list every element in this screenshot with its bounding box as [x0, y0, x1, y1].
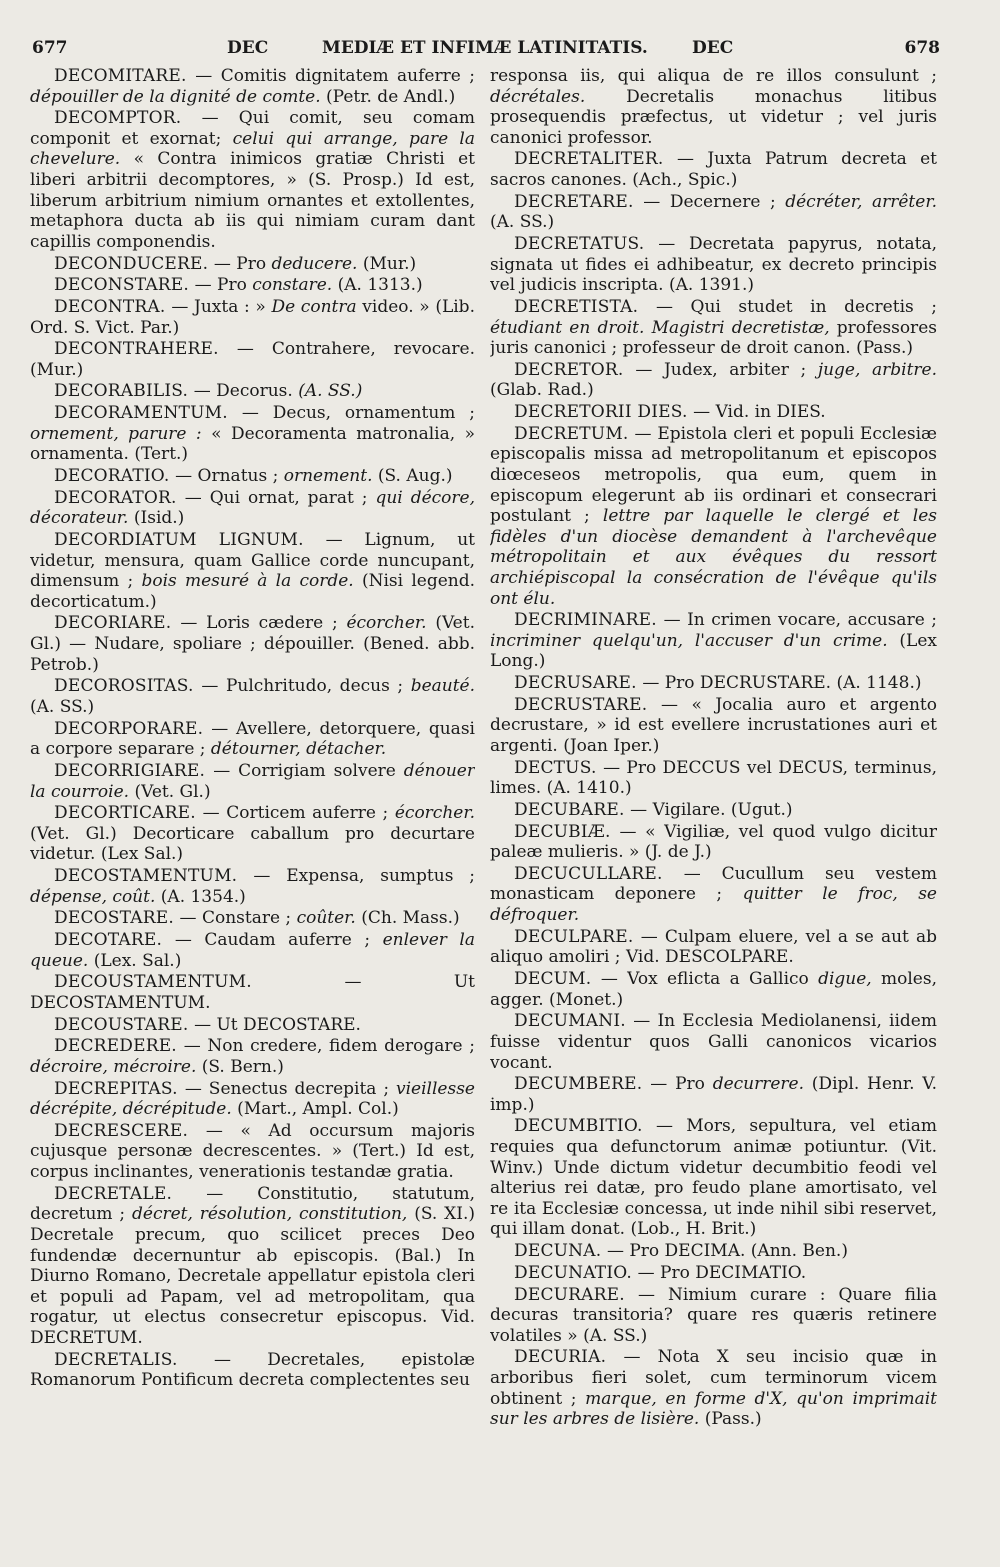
- french-gloss: quitter le froc, se défroquer.: [490, 884, 937, 926]
- headword: DECOSTAMENTUM.: [54, 866, 254, 887]
- french-gloss: détourner, détacher.: [210, 739, 387, 760]
- entry-tail: moles, agger. (Monet.): [490, 969, 937, 1010]
- dictionary-entry: [490, 1263, 937, 1284]
- dictionary-entry: [30, 1036, 475, 1077]
- headword: DECONTRAHERE.: [54, 339, 237, 360]
- definition-text: — Juxta : »: [171, 296, 272, 317]
- headword: DECONTRA.: [54, 296, 172, 317]
- dictionary-entry: [490, 927, 937, 968]
- entry-tail: (Isid.): [128, 508, 185, 529]
- definition-text: — Comitis dignitatem auferre ;: [195, 66, 475, 86]
- dictionary-entry: [490, 424, 937, 609]
- definition-text: — Decorus.: [193, 381, 299, 402]
- definition-text: — Epistola cleri et populi Ecclesiæ episcopalis missa ad metropolitanum et episcopos diœceseos metropolis, qua eum, quem in episcopum elegerunt ab iis ordinari et consecrari postulant ;: [490, 423, 937, 527]
- definition-text: — Corrigiam solvere: [213, 760, 404, 781]
- french-gloss: decurrere.: [712, 1074, 805, 1095]
- headword: DECRESCERE.: [54, 1120, 206, 1141]
- french-gloss: écorcher.: [394, 803, 475, 824]
- dictionary-entry: [490, 673, 937, 694]
- entry-tail: (Mart., Ampl. Col.): [231, 1099, 399, 1120]
- dictionary-entry: [30, 908, 475, 929]
- dictionary-entry: [490, 969, 937, 1010]
- french-gloss: dénouer la courroie.: [30, 760, 475, 802]
- headword: DECORDIATUM LIGNUM.: [54, 530, 326, 550]
- dictionary-entry: [30, 1350, 475, 1391]
- definition-text: — Pro DECCUS vel DECUS, terminus, limes. (A. 1410.): [490, 757, 937, 799]
- definition-text: responsa iis, qui aliqua de re illos consulunt ;: [490, 66, 937, 86]
- headword: DECRETOR.: [514, 359, 636, 380]
- entry-tail: (A. 1313.): [332, 275, 423, 296]
- french-gloss: décret, résolution, constitution,: [132, 1204, 408, 1225]
- french-gloss: décréter, arrêter.: [785, 191, 937, 212]
- definition-text: — Lignum, ut videtur, mensura, quam Gallice corde nuncupant, dimensum ;: [30, 530, 475, 592]
- entry-tail: « Contra inimicos gratiæ Christi et liberi arbitrii decomptores, » (S. Prosp.) Id est, liberum arbitrium nimium ornantes et extollentes, metaphora ducta ab iis qui nimiam curam dant capillis componendis.: [30, 149, 475, 252]
- left-page-number: 677: [32, 38, 68, 58]
- definition-text: — Pro DECIMATIO.: [637, 1262, 807, 1283]
- dictionary-entry: [490, 1011, 937, 1073]
- entry-tail: (S. XI.) Decretale precum, quo scilicet preces Deo fundendæ decernuntur ab episcopis. (Bal.) In Diurno Romano, Decretale appellatur epistola cleri et populi ad Papam, vel ad metropolitam, qua rogatur, ut electus consecretur episcopus. Vid. DECRETUM.: [30, 1204, 475, 1348]
- headword: DECURARE.: [514, 1284, 639, 1305]
- french-gloss: juge, arbitre.: [817, 359, 937, 380]
- definition-text: — « Jocalia auro et argento decrustare, » id est evellere incrustationes auri et argenti. (Joan Iper.): [490, 694, 937, 756]
- french-gloss: coûter.: [296, 908, 356, 929]
- headword: DECUNA.: [514, 1241, 607, 1262]
- headword: DECUMBITIO.: [514, 1116, 657, 1137]
- headword: DECORTICARE.: [54, 803, 203, 824]
- definition-text: — Pro DECRUSTARE. (A. 1148.): [642, 673, 922, 694]
- entry-tail: (A. 1354.): [155, 886, 246, 907]
- headword: DECONDUCERE.: [54, 253, 214, 274]
- definition-text: — Vigilare. (Ugut.): [630, 799, 793, 820]
- dictionary-entry: [490, 1347, 937, 1429]
- dictionary-entry: [30, 1015, 475, 1036]
- headword: DECONSTARE.: [54, 275, 195, 296]
- headword: DECRUSTARE.: [514, 694, 661, 715]
- dictionary-entry: [30, 719, 475, 760]
- french-gloss: lettre par laquelle le clergé et les fidèles d'un diocèse demandent à l'archevêque métropolitain et aux évêques du ressort archiépiscopal la consécration de l'évêque qu'ils ont élu.: [490, 506, 937, 609]
- entry-tail: (Lex. Sal.): [88, 950, 182, 971]
- definition-text: — Ut DECOSTAMENTUM.: [30, 972, 475, 1013]
- entry-tail: (Vet. Gl.): [129, 781, 211, 802]
- entry-tail: professores juris canonici ; professeur de droit canon. (Pass.): [490, 317, 937, 359]
- running-title: MEDIÆ ET INFIMÆ LATINITATIS.: [322, 38, 648, 58]
- french-gloss: écorcher.: [346, 613, 427, 634]
- definition-text: — Decretata papyrus, notata, signata ut fides ei adhibeatur, ex decreto principis vel judicis inscripta. (A. 1391.): [490, 234, 937, 296]
- definition-text: — Pro: [650, 1074, 713, 1095]
- definition-text: — Pro DECIMA. (Ann. Ben.): [606, 1241, 848, 1262]
- dictionary-entry: [30, 108, 475, 252]
- dictionary-entry: [30, 530, 475, 612]
- entry-tail: (Ch. Mass.): [355, 908, 460, 929]
- dictionary-entry: [490, 66, 937, 148]
- headword: DECOTARE.: [54, 930, 175, 951]
- dictionary-entry: [490, 1116, 937, 1240]
- definition-text: — « Vigiliæ, vel quod vulgo dicitur paleæ mulieris. » (J. de J.): [490, 821, 937, 863]
- french-gloss: deducere.: [271, 253, 358, 274]
- entry-tail: (Vet. Gl.) — Nudare, spoliare ; dépouiller. (Bened. abb. Petrob.): [30, 613, 475, 675]
- dictionary-entry: [30, 1184, 475, 1349]
- headword: DECREDERE.: [54, 1036, 184, 1057]
- french-gloss: (A. SS.): [298, 381, 363, 402]
- dictionary-entry: [490, 610, 937, 672]
- french-gloss: vieillesse décrépite, décrépitude.: [30, 1078, 475, 1120]
- headword: DECUM.: [514, 969, 601, 990]
- definition-text: — Qui comit, seu comam componit et exornat;: [30, 108, 475, 149]
- dictionary-entry: [490, 695, 937, 757]
- definition-text: — Pro: [194, 275, 253, 296]
- definition-text: — « Ad occursum majoris cujusque personæ decrescentes. » (Tert.) Id est, corpus inclinantes, venerationis testandæ gratia.: [30, 1120, 475, 1183]
- headword: DECTUS.: [514, 757, 604, 778]
- entry-tail: (A. SS.): [490, 212, 555, 233]
- headword: DECRETATUS.: [514, 234, 659, 255]
- entry-tail: (Dipl. Henr. V. imp.): [490, 1074, 937, 1115]
- dictionary-entry: [30, 66, 475, 107]
- dictionary-entry: [30, 930, 475, 971]
- definition-text: — Constare ;: [179, 908, 297, 929]
- entry-tail: (S. Aug.): [372, 466, 453, 487]
- french-gloss: constare.: [252, 275, 333, 296]
- headword: DECOMITARE.: [54, 66, 196, 86]
- headword: DECRETALITER.: [514, 149, 678, 170]
- right-column: [490, 66, 937, 1486]
- headword: DECUNATIO.: [514, 1262, 638, 1283]
- entry-tail: (Glab. Rad.): [490, 380, 594, 401]
- headword: DECURIA.: [514, 1347, 624, 1368]
- definition-text: — Non credere, fidem derogare ;: [183, 1036, 475, 1057]
- entry-tail: (Mur.): [357, 253, 417, 274]
- headword: DECRETORII DIES.: [514, 402, 694, 423]
- definition-text: — Decernere ;: [643, 191, 786, 212]
- dictionary-entry: [30, 381, 475, 402]
- french-gloss: qui décore, décorateur.: [30, 487, 475, 529]
- entry-tail: video. » (Lib. Ord. S. Vict. Par.): [30, 296, 475, 338]
- french-gloss: digue,: [818, 969, 872, 990]
- definition-text: — In crimen vocare, accusare ;: [663, 610, 937, 631]
- entry-tail: (Petr. de Andl.): [320, 86, 456, 107]
- definition-text: — Pulchritudo, decus ;: [201, 676, 411, 697]
- definition-text: — Judex, arbiter ;: [635, 359, 818, 380]
- headword: DECORABILIS.: [54, 381, 194, 402]
- french-gloss: De contra: [271, 296, 357, 317]
- headword: DECREPITAS.: [54, 1078, 185, 1099]
- definition-text: — Corticem auferre ;: [202, 803, 395, 824]
- dictionary-entry: [490, 1074, 937, 1115]
- headword: DECORPORARE.: [54, 718, 212, 739]
- entry-tail: « Decoramenta matronalia, » ornamenta. (Tert.): [30, 423, 475, 465]
- dictionary-entry: [490, 1285, 937, 1347]
- dictionary-entry: [490, 360, 937, 401]
- running-header: [32, 38, 940, 64]
- headword: DECORAMENTUM.: [54, 403, 242, 424]
- dictionary-entry: [490, 1241, 937, 1262]
- french-gloss: bois mesuré à la corde.: [141, 571, 354, 592]
- headword: DECUCULLARE.: [514, 863, 684, 884]
- headword: DECOUSTAMENTUM.: [54, 972, 345, 993]
- definition-text: — Caudam auferre ;: [174, 930, 383, 951]
- headword: DECRETUM.: [514, 423, 635, 444]
- headword: DECUBARE.: [514, 799, 631, 820]
- headword: DECORATOR.: [54, 487, 185, 508]
- dictionary-entry: [30, 761, 475, 802]
- french-gloss: étudiant en droit. Magistri decretistæ,: [490, 317, 830, 338]
- dictionary-entry: [490, 758, 937, 799]
- definition-text: — Culpam eluere, vel a se aut ab aliquo amoliri ; Vid. DESCOLPARE.: [490, 926, 937, 968]
- definition-text: — Decus, ornamentum ;: [241, 403, 475, 424]
- french-gloss: ornement.: [283, 466, 373, 487]
- dictionary-entry: [30, 403, 475, 465]
- definition-text: — Loris cædere ;: [180, 613, 347, 634]
- entry-tail: (A. SS.): [30, 696, 95, 717]
- headword: DECORIARE.: [54, 613, 181, 634]
- definition-text: — Qui ornat, parat ;: [184, 487, 376, 508]
- definition-text: — Juxta Patrum decreta et sacros canones. (Ach., Spic.): [490, 149, 937, 191]
- left-running-code: DEC: [227, 38, 269, 58]
- french-gloss: décroire, mécroire.: [30, 1056, 197, 1077]
- headword: DECUBIÆ.: [514, 821, 620, 842]
- headword: DECRETALIS.: [54, 1349, 214, 1370]
- definition-text: — Vid. in DIES.: [693, 402, 826, 423]
- definition-text: — Avellere, detorquere, quasi a corpore separare ;: [30, 718, 475, 760]
- right-running-code: DEC: [692, 38, 734, 58]
- headword: DECOMPTOR.: [54, 108, 202, 129]
- right-page-number: 678: [904, 38, 940, 58]
- entry-tail: (Lex Long.): [490, 630, 937, 672]
- definition-text: — Nota X seu incisio quæ in arboribus fieri solet, cum terminorum vicem obtinent ;: [490, 1347, 937, 1409]
- dictionary-entry: [490, 800, 937, 821]
- definition-text: — Ut DECOSTARE.: [194, 1014, 361, 1035]
- dictionary-entry: [490, 234, 937, 296]
- headword: DECOROSITAS.: [54, 676, 202, 697]
- dictionary-entry: [30, 275, 475, 296]
- headword: DECOSTARE.: [54, 908, 180, 929]
- definition-text: — Vox eflicta a Gallico: [600, 969, 819, 990]
- entry-tail: (S. Bern.): [196, 1056, 284, 1077]
- dictionary-entry: [30, 254, 475, 275]
- headword: DECUMBERE.: [514, 1074, 651, 1095]
- definition-text: — Pro: [213, 253, 272, 274]
- definition-text: — Decretales, epistolæ Romanorum Pontificum decreta complectentes seu: [30, 1349, 475, 1391]
- dictionary-entry: [490, 297, 937, 359]
- headword: DECRIMINARE.: [514, 610, 664, 631]
- dictionary-entry: [30, 488, 475, 529]
- french-gloss: décrétales.: [490, 86, 586, 107]
- headword: DECULPARE.: [514, 926, 641, 947]
- headword: DECRETALE.: [54, 1183, 207, 1204]
- definition-text: — Cucullum seu vestem monasticam deponere ;: [490, 863, 937, 905]
- french-gloss: ornement, parure :: [30, 423, 202, 444]
- entry-tail: Decretalis monachus litibus prosequendis præfectus, ut videtur ; vel juris canonici professor.: [490, 86, 937, 148]
- headword: DECORRIGIARE.: [54, 760, 214, 781]
- definition-text: — Ornatus ;: [175, 466, 284, 487]
- dictionary-entry: [30, 1121, 475, 1183]
- headword: DECRETISTA.: [514, 296, 656, 317]
- definition-text: — Mors, sepultura, vel etiam requies qua defunctorum animæ potiuntur. (Vit. Winv.) Unde dictum videtur decumbitio feodi vel alterius rei datæ, pro feudo plane amortisato, vel re ita Ecclesiæ concessa, ut inde nihil sibi reservet, qui illam donat. (Lob., H. Brit.): [490, 1116, 937, 1240]
- left-column: [30, 66, 475, 1486]
- french-gloss: beauté.: [410, 676, 475, 697]
- dictionary-entry: [490, 822, 937, 863]
- dictionary-entry: [490, 192, 937, 233]
- dictionary-entry: [30, 466, 475, 487]
- headword: DECORATIO.: [54, 466, 176, 487]
- entry-tail: (Vet. Gl.) Decorticare caballum pro decurtare videtur. (Lex Sal.): [30, 823, 475, 865]
- headword: DECOUSTARE.: [54, 1014, 195, 1035]
- definition-text: — Nimium curare : Quare filia decuras transitoria? quare res quæris retinere volatiles » (A. SS.): [490, 1284, 937, 1346]
- entry-tail: (Nisi legend. decorticatum.): [30, 571, 475, 612]
- headword: DECRUSARE.: [514, 673, 643, 694]
- dictionary-entry: [30, 297, 475, 338]
- french-gloss: marque, en forme d'X, qu'on imprimait sur les arbres de lisière.: [490, 1388, 937, 1430]
- definition-text: — Qui studet in decretis ;: [655, 296, 937, 317]
- definition-text: — Expensa, sumptus ;: [253, 866, 475, 887]
- french-gloss: dépouiller de la dignité de comte.: [30, 86, 321, 107]
- headword: DECRETARE.: [514, 191, 644, 212]
- definition-text: — In Ecclesia Mediolanensi, iidem fuisse videntur quos Galli canonicos vicarios vocant.: [490, 1011, 937, 1073]
- french-gloss: enlever la queue.: [30, 930, 475, 971]
- french-gloss: incriminer quelqu'un, l'accuser d'un crime.: [490, 630, 888, 651]
- definition-text: — Senectus decrepita ;: [184, 1078, 396, 1099]
- french-gloss: dépense, coût.: [30, 886, 156, 907]
- french-gloss: celui qui arrange, pare la chevelure.: [30, 128, 475, 170]
- definition-text: — Contrahere, revocare. (Mur.): [30, 339, 475, 380]
- definition-text: — Constitutio, statutum, decretum ;: [30, 1183, 475, 1225]
- dictionary-entry: [30, 866, 475, 907]
- dictionary-entry: [30, 676, 475, 717]
- dictionary-entry: [30, 972, 475, 1013]
- dictionary-entry: [30, 613, 475, 675]
- headword: DECUMANI.: [514, 1011, 634, 1032]
- dictionary-entry: [490, 149, 937, 190]
- dictionary-entry: [30, 803, 475, 865]
- entry-tail: (Pass.): [699, 1409, 762, 1430]
- dictionary-entry: [30, 1079, 475, 1120]
- dictionary-entry: [490, 864, 937, 926]
- dictionary-entry: [30, 339, 475, 380]
- dictionary-entry: [490, 402, 937, 423]
